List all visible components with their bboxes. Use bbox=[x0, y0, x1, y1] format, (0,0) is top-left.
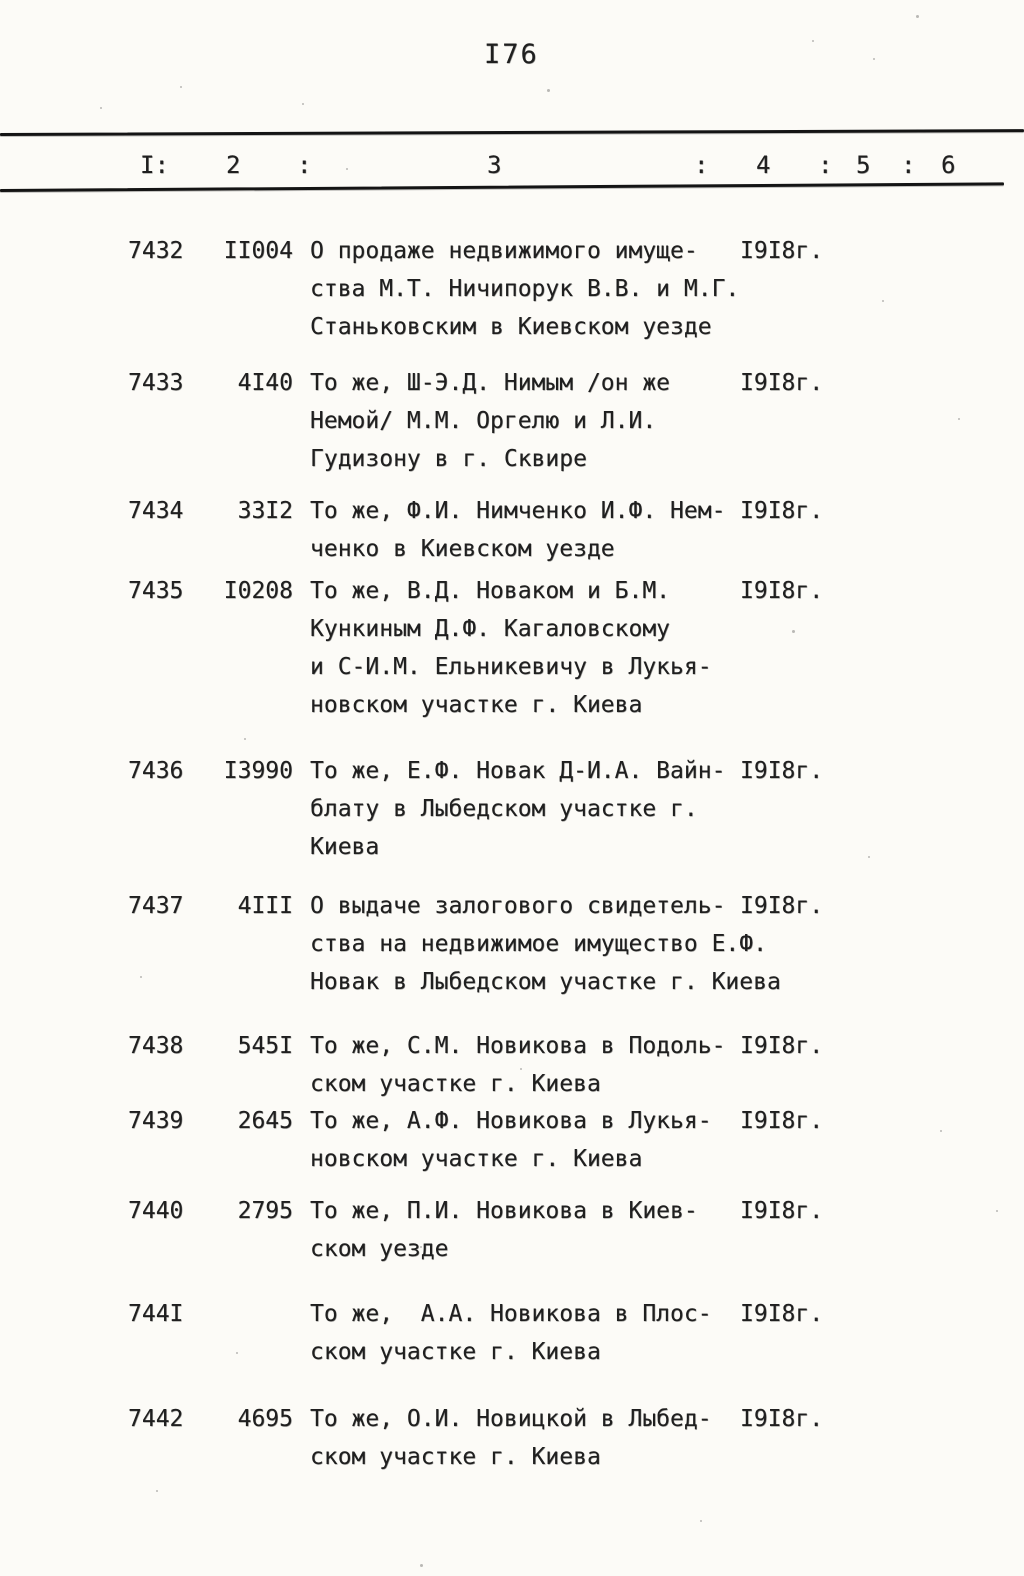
entry-year: I9I8г. bbox=[740, 1198, 824, 1224]
scan-speck bbox=[958, 418, 960, 420]
scan-speck bbox=[868, 856, 870, 858]
entry-file-number: 545I bbox=[237, 1033, 293, 1059]
scan-speck bbox=[520, 1068, 522, 1070]
scan-speck bbox=[302, 103, 304, 105]
entry-title-line: Киева bbox=[310, 834, 380, 860]
header-col-label: 5 bbox=[856, 151, 871, 179]
entry-title-line: То же, П.И. Новикова в Киев- bbox=[310, 1198, 698, 1224]
entry-file-number: 2795 bbox=[237, 1198, 293, 1224]
header-col-label: : bbox=[297, 151, 312, 179]
scan-speck bbox=[140, 976, 142, 978]
entry-number: 7435 bbox=[128, 578, 184, 604]
entry-title-line: То же, С.М. Новикова в Подоль- bbox=[310, 1033, 726, 1059]
entry-number: 7436 bbox=[128, 758, 184, 784]
entry-title-line: новском участке г. Киева bbox=[310, 692, 643, 718]
entry-title-line: То же, Ш-Э.Д. Нимым /он же bbox=[310, 370, 671, 396]
entry-number: 744I bbox=[128, 1301, 184, 1327]
entry-year: I9I8г. bbox=[740, 1033, 824, 1059]
entry-file-number: 4III bbox=[237, 893, 293, 919]
entry-title-line: ском участке г. Киева bbox=[310, 1071, 601, 1097]
entry-title-line: Немой/ М.М. Оргелю и Л.И. bbox=[310, 408, 657, 434]
entry-title-line: ском участке г. Киева bbox=[310, 1444, 601, 1470]
entry-title-line: ском уезде bbox=[310, 1236, 449, 1262]
scan-speck bbox=[244, 738, 246, 740]
scan-speck bbox=[547, 89, 550, 92]
scan-speck bbox=[236, 1352, 238, 1354]
entry-number: 7439 bbox=[128, 1108, 184, 1134]
scan-speck bbox=[812, 40, 814, 42]
header-rule-top bbox=[0, 129, 1024, 136]
entry-title-line: То же, Ф.И. Нимченко И.Ф. Нем- bbox=[310, 498, 726, 524]
scan-speck bbox=[420, 1564, 423, 1567]
entry-file-number: II004 bbox=[223, 238, 293, 264]
entry-title-line: О выдаче залогового свидетель- bbox=[310, 893, 726, 919]
entry-year: I9I8г. bbox=[740, 1301, 824, 1327]
entry-title-line: О продаже недвижимого имуще- bbox=[310, 238, 698, 264]
entry-title-line: Кункиным Д.Ф. Кагаловскому bbox=[310, 616, 671, 642]
scan-speck bbox=[420, 1246, 422, 1248]
scan-speck bbox=[996, 1210, 998, 1212]
entry-title-line: ченко в Киевском уезде bbox=[310, 536, 615, 562]
entry-file-number: I0208 bbox=[223, 578, 293, 604]
entry-number: 7438 bbox=[128, 1033, 184, 1059]
scan-speck bbox=[346, 168, 348, 170]
entry-title-line: ства М.Т. Ничипорук В.В. и М.Г. bbox=[310, 276, 740, 302]
entry-title-line: Станьковским в Киевском уезде bbox=[310, 314, 712, 340]
entry-title-line: То же, Е.Ф. Новак Д-И.А. Вайн- bbox=[310, 758, 726, 784]
scan-speck bbox=[792, 630, 795, 633]
header-col-label: 2 bbox=[226, 151, 241, 179]
scan-speck bbox=[180, 86, 182, 88]
page-number: I76 bbox=[484, 39, 539, 70]
entry-number: 7442 bbox=[128, 1406, 184, 1432]
entry-year: I9I8г. bbox=[740, 238, 824, 264]
entry-year: I9I8г. bbox=[740, 893, 824, 919]
entry-file-number: 33I2 bbox=[237, 498, 293, 524]
header-col-label: 3 bbox=[487, 151, 502, 179]
scan-speck bbox=[882, 300, 884, 302]
scan-speck bbox=[940, 1130, 942, 1132]
header-col-label: 4 bbox=[756, 151, 771, 179]
entry-file-number: 2645 bbox=[237, 1108, 293, 1134]
entry-title-line: новском участке г. Киева bbox=[310, 1146, 643, 1172]
entry-year: I9I8г. bbox=[740, 578, 824, 604]
entry-year: I9I8г. bbox=[740, 370, 824, 396]
entry-year: I9I8г. bbox=[740, 758, 824, 784]
entry-number: 7440 bbox=[128, 1198, 184, 1224]
header-col-label: I: bbox=[140, 151, 169, 179]
entry-title-line: блату в Лыбедском участке г. bbox=[310, 796, 698, 822]
entry-file-number: 4I40 bbox=[237, 370, 293, 396]
entry-title-line: То же, В.Д. Новаком и Б.М. bbox=[310, 578, 671, 604]
entry-title-line: То же, А.Ф. Новикова в Лукья- bbox=[310, 1108, 712, 1134]
entry-title-line: Новак в Лыбедском участке г. Киева bbox=[310, 969, 781, 995]
scan-speck bbox=[873, 58, 875, 60]
entry-number: 7432 bbox=[128, 238, 184, 264]
entry-title-line: То же, О.И. Новицкой в Лыбед- bbox=[310, 1406, 712, 1432]
scan-speck bbox=[916, 15, 919, 18]
header-col-label: : bbox=[694, 151, 709, 179]
entry-title-line: ства на недвижимое имущество Е.Ф. bbox=[310, 931, 767, 957]
entry-number: 7434 bbox=[128, 498, 184, 524]
header-col-label: 6 bbox=[941, 151, 956, 179]
scan-speck bbox=[700, 1520, 702, 1522]
header-col-label: : bbox=[818, 151, 833, 179]
scan-speck bbox=[156, 1490, 158, 1492]
header-col-label: : bbox=[901, 151, 916, 179]
entry-title-line: и С-И.М. Ельникевичу в Лукья- bbox=[310, 654, 712, 680]
entry-number: 7433 bbox=[128, 370, 184, 396]
entry-title-line: Гудизону в г. Сквире bbox=[310, 446, 587, 472]
entry-file-number: I3990 bbox=[223, 758, 293, 784]
entry-file-number: 4695 bbox=[237, 1406, 293, 1432]
entry-year: I9I8г. bbox=[740, 1406, 824, 1432]
entry-title-line: ском участке г. Киева bbox=[310, 1339, 601, 1365]
entry-number: 7437 bbox=[128, 893, 184, 919]
entry-year: I9I8г. bbox=[740, 498, 824, 524]
entry-title-line: То же, А.А. Новикова в Плос- bbox=[310, 1301, 712, 1327]
entry-year: I9I8г. bbox=[740, 1108, 824, 1134]
scan-speck bbox=[100, 107, 102, 109]
